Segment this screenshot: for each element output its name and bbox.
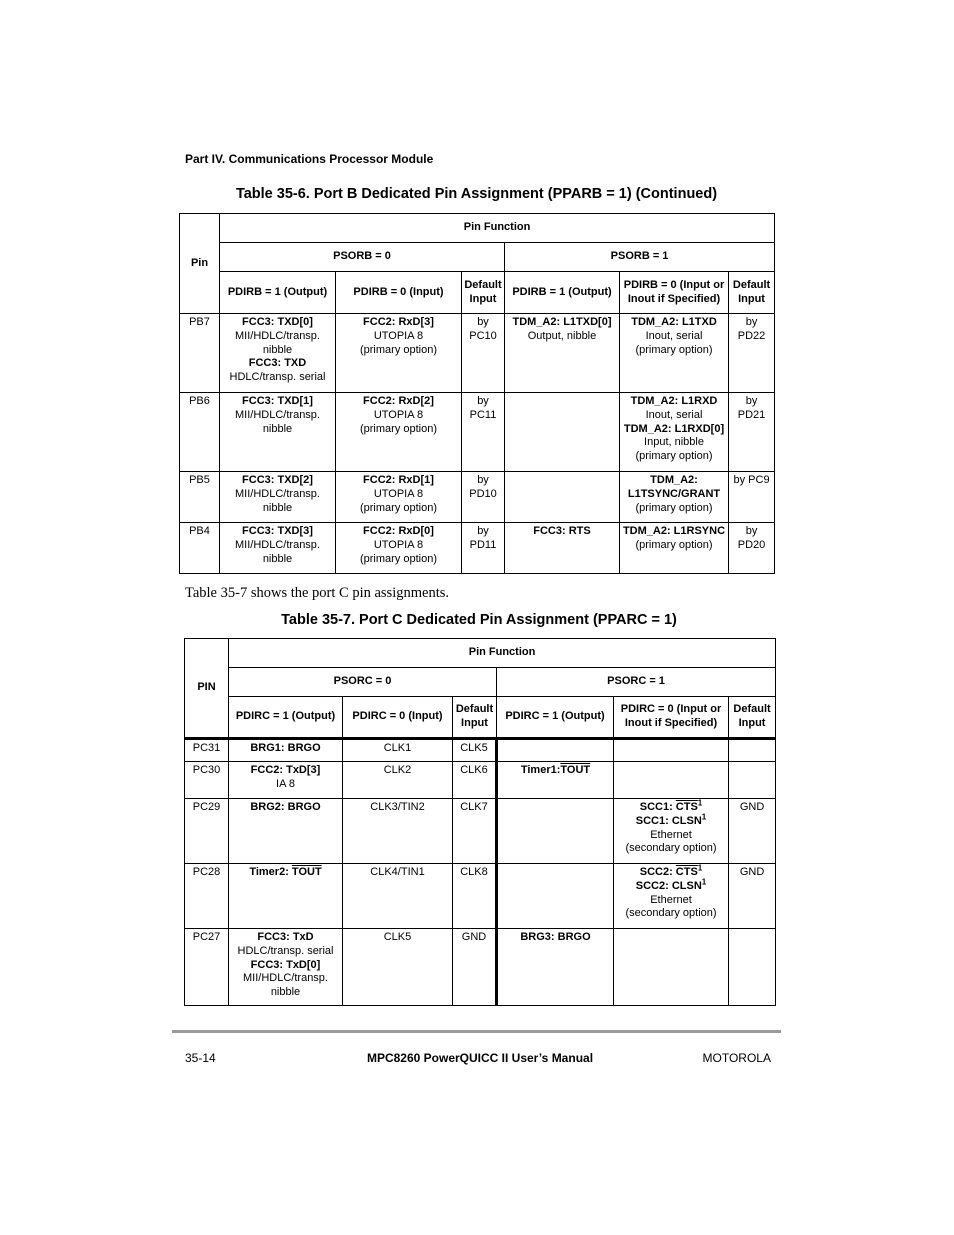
cell: Timer2: TOUT (229, 864, 343, 929)
cell: by PD11 (462, 523, 505, 574)
cell: CLK7 (453, 799, 497, 864)
cell: TDM_A2: L1TXD Inout, serial (primary option) (620, 314, 729, 393)
cell: by PD21 (729, 393, 775, 472)
pin-header: Pin (180, 214, 220, 314)
cell: FCC3: TXD[0] MII/HDLC/transp. nibble FCC3: TXD HDLC/transp. serial (220, 314, 336, 393)
table-caption-35-6: Table 35-6. Port B Dedicated Pin Assignment (PPARB = 1) (Continued) (235, 186, 718, 202)
col-header: Default Input (729, 272, 775, 314)
cell (729, 762, 776, 799)
pin-cell: PC30 (185, 762, 229, 799)
col-header: Default Input (729, 697, 776, 739)
cell: CLK2 (343, 762, 453, 799)
company-name: MOTOROLA (702, 1051, 771, 1065)
cell: CLK8 (453, 864, 497, 929)
psorb-0-header: PSORB = 0 (220, 243, 505, 272)
running-header: Part IV. Communications Processor Module (185, 152, 434, 166)
pin-cell: PC31 (185, 739, 229, 762)
cell: FCC2: RxD[2] UTOPIA 8 (primary option) (336, 393, 462, 472)
cell: FCC2: TxD[3] IA 8 (229, 762, 343, 799)
footer-rule (172, 1030, 781, 1033)
pin-cell: PB7 (180, 314, 220, 393)
table-row (180, 393, 775, 472)
cell: FCC3: TXD[1] MII/HDLC/transp. nibble (220, 393, 336, 472)
cell (505, 393, 620, 472)
cell: by PD20 (729, 523, 775, 574)
pin-header: PIN (185, 639, 229, 739)
col-header: PDIRB = 0 (Input or Inout if Specified) (620, 272, 729, 314)
cell (614, 929, 729, 1006)
pin-cell: PC29 (185, 799, 229, 864)
cell: FCC3: TXD[3] MII/HDLC/transp. nibble (220, 523, 336, 574)
cell (497, 864, 614, 929)
cell: BRG2: BRGO (229, 799, 343, 864)
col-header: PDIRB = 0 (Input) (336, 272, 462, 314)
col-header: PDIRC = 0 (Input) (343, 697, 453, 739)
pin-function-header: Pin Function (220, 214, 775, 243)
pin-cell: PB6 (180, 393, 220, 472)
cell (729, 929, 776, 1006)
cell (497, 799, 614, 864)
table-row (185, 864, 776, 929)
col-header: PDIRC = 0 (Input or Inout if Specified) (614, 697, 729, 739)
cell: BRG3: BRGO (497, 929, 614, 1006)
col-header: PDIRC = 1 (Output) (497, 697, 614, 739)
intro-paragraph: Table 35-7 shows the port C pin assignments. (185, 585, 449, 601)
table-row (185, 799, 776, 864)
cell: FCC2: RxD[1] UTOPIA 8 (primary option) (336, 472, 462, 523)
col-header: Default Input (462, 272, 505, 314)
cell: CLK5 (343, 929, 453, 1006)
cell: Timer1:TOUT (497, 762, 614, 799)
port-b-table (179, 213, 775, 574)
cell: FCC3: RTS (505, 523, 620, 574)
manual-title: MPC8260 PowerQUICC II User’s Manual (366, 1051, 594, 1065)
cell: TDM_A2: L1RXD Inout, serial TDM_A2: L1RXD[0] Input, nibble (primary option) (620, 393, 729, 472)
cell: TDM_A2: L1TSYNC/GRANT (primary option) (620, 472, 729, 523)
col-header: PDIRB = 1 (Output) (220, 272, 336, 314)
pin-function-header: Pin Function (229, 639, 776, 668)
cell: by PC10 (462, 314, 505, 393)
cell (729, 739, 776, 762)
table-row (180, 314, 775, 393)
cell: FCC2: RxD[3] UTOPIA 8 (primary option) (336, 314, 462, 393)
cell: CLK1 (343, 739, 453, 762)
cell: CLK5 (453, 739, 497, 762)
table-row (185, 739, 776, 762)
cell: CLK6 (453, 762, 497, 799)
cell: FCC3: TxD HDLC/transp. serial FCC3: TxD[0] MII/HDLC/transp. nibble (229, 929, 343, 1006)
pin-cell: PC27 (185, 929, 229, 1006)
col-header: Default Input (453, 697, 497, 739)
cell: CLK3/TIN2 (343, 799, 453, 864)
cell: by PD10 (462, 472, 505, 523)
page-number: 35-14 (185, 1051, 216, 1065)
cell: SCC2: $\overline{CTS}^1$ SCC2: CLSN$^1$ Ethernet (secondary option) (614, 864, 729, 929)
pin-cell: PB5 (180, 472, 220, 523)
table-caption-35-7: Table 35-7. Port C Dedicated Pin Assignment (PPARC = 1) (281, 612, 677, 628)
cell: GND (453, 929, 497, 1006)
pin-cell: PC28 (185, 864, 229, 929)
table-row (180, 523, 775, 574)
psorc-0-header: PSORC = 0 (229, 668, 497, 697)
cell: by PC9 (729, 472, 775, 523)
cell (614, 762, 729, 799)
cell (505, 472, 620, 523)
cell: GND (729, 864, 776, 929)
psorc-1-header: PSORC = 1 (497, 668, 776, 697)
col-header: PDIRB = 1 (Output) (505, 272, 620, 314)
cell: CLK4/TIN1 (343, 864, 453, 929)
cell: by PD22 (729, 314, 775, 393)
cell: FCC2: RxD[0] UTOPIA 8 (primary option) (336, 523, 462, 574)
table-row (185, 762, 776, 799)
pin-cell: PB4 (180, 523, 220, 574)
cell: GND (729, 799, 776, 864)
cell: TDM_A2: L1TXD[0] Output, nibble (505, 314, 620, 393)
table-row (185, 929, 776, 1006)
cell: SCC1: $\overline{CTS}^1$ SCC1: CLSN$^1$ Ethernet (secondary option) (614, 799, 729, 864)
col-header: PDIRC = 1 (Output) (229, 697, 343, 739)
cell: by PC11 (462, 393, 505, 472)
port-c-table (184, 638, 776, 1006)
cell: TDM_A2: L1RSYNC (primary option) (620, 523, 729, 574)
cell: FCC3: TXD[2] MII/HDLC/transp. nibble (220, 472, 336, 523)
cell (497, 739, 614, 762)
table-row (180, 472, 775, 523)
cell (614, 739, 729, 762)
psorb-1-header: PSORB = 1 (505, 243, 775, 272)
cell: BRG1: BRGO (229, 739, 343, 762)
